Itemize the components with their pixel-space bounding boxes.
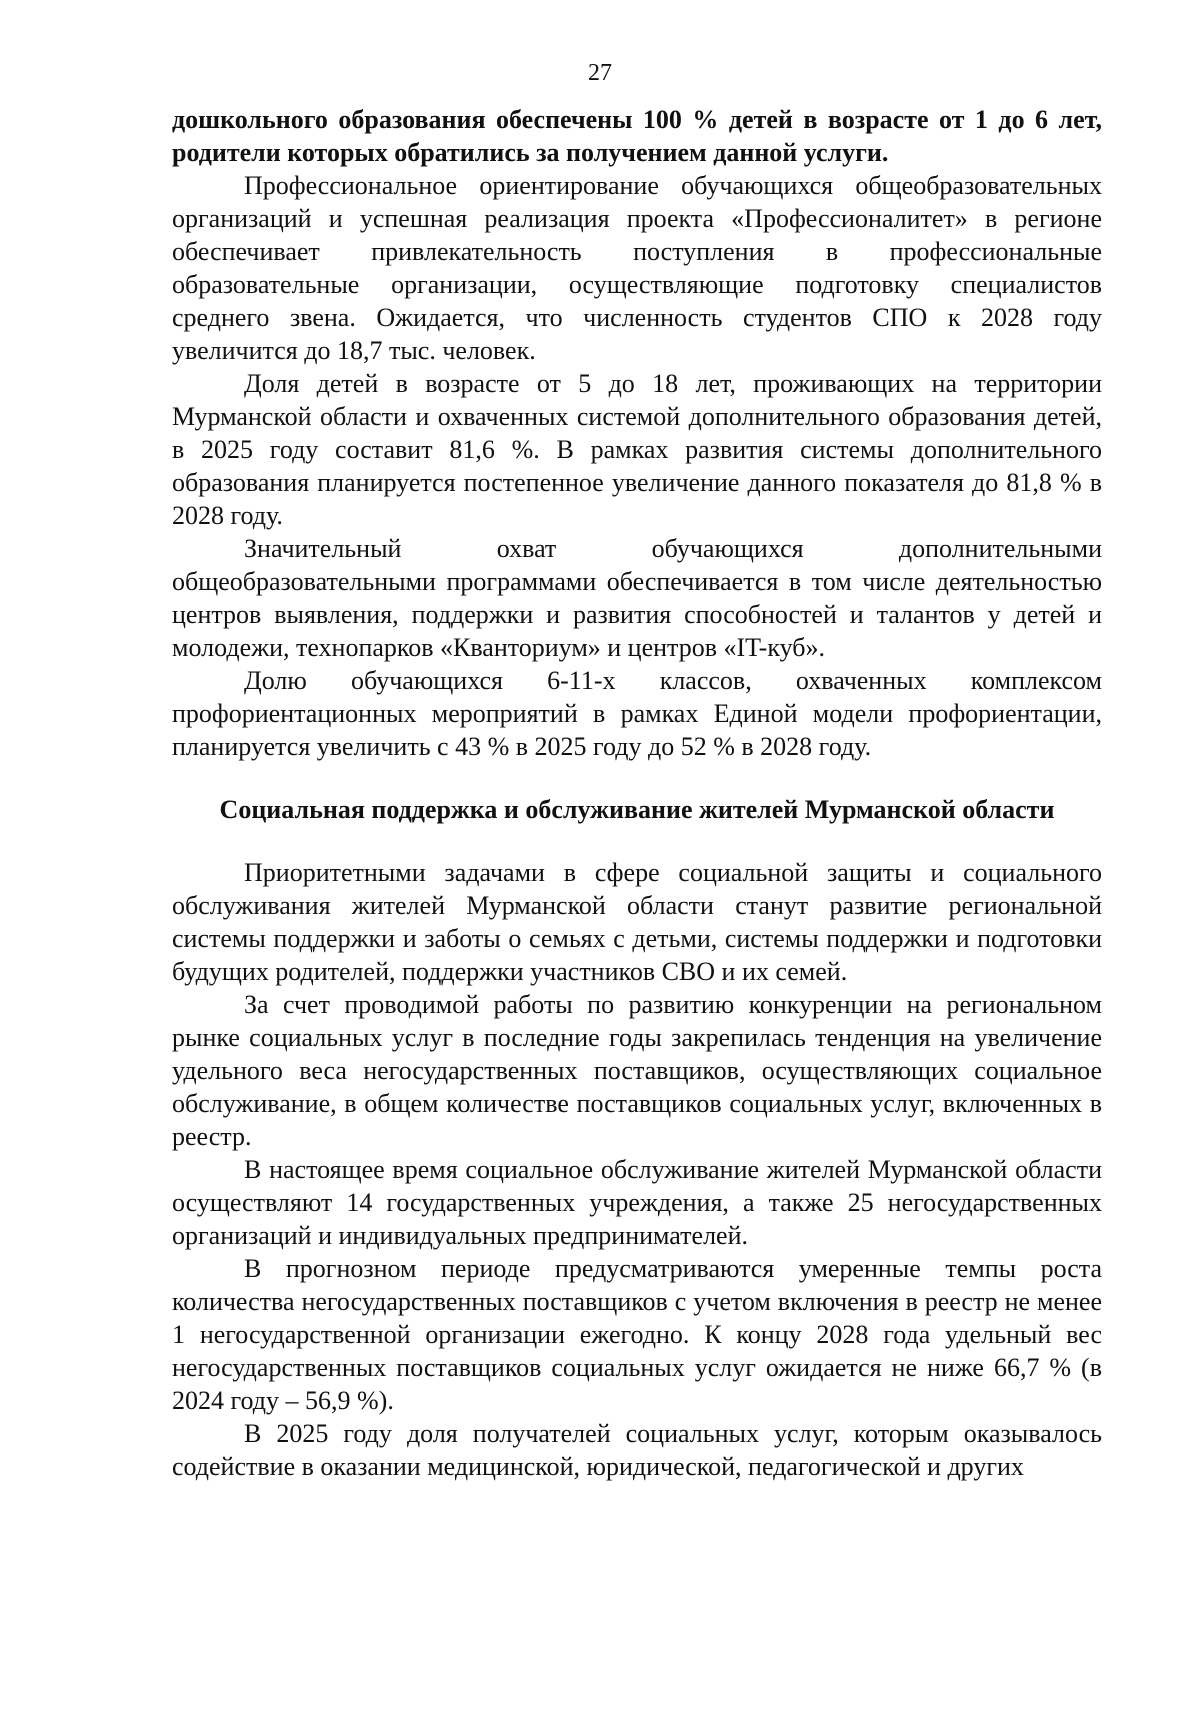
paragraph: Значительный охват обучающихся дополнительными общеобразовательными программами обеспечивается в том числе деятельностью центров выявления, поддержки и развития способностей и талантов у детей и молодежи, технопарков «Кванториум» и центров «IT-куб». — [172, 534, 1102, 662]
page-number: 27 — [588, 60, 612, 86]
paragraph: Доля детей в возрасте от 5 до 18 лет, проживающих на территории Мурманской области и охваченных системой дополнительного образования детей, в 2025 году составит 81,6 %. В рамках развития системы дополнительного образования планируется постепенное увеличение данного показателя до 81,8 % в 2028 году. — [172, 369, 1102, 530]
paragraph: За счет проводимой работы по развитию конкуренции на региональном рынке социальных услуг в последние годы закрепилась тенденция на увеличение удельного веса негосударственных поставщиков, осуществляющих социальное обслуживание, в общем количестве поставщиков социальных услуг, включенных в реестр. — [172, 990, 1102, 1151]
paragraph: Профессиональное ориентирование обучающихся общеобразовательных организаций и успешная реализация проекта «Профессионалитет» в регионе обеспечивает привлекательность поступления в профессиональные образовательные организации, осуществляющие подготовку специалистов среднего звена. Ожидается, что численность студентов СПО к 2028 году увеличится до 18,7 тыс. человек. — [172, 171, 1102, 365]
document-body — [172, 103, 1102, 1483]
paragraph: В 2025 году доля получателей социальных услуг, которым оказывалось содействие в оказании медицинской, юридической, педагогической и других — [172, 1419, 1102, 1481]
paragraph: В настоящее время социальное обслуживание жителей Мурманской области осуществляют 14 государственных учреждения, а также 25 негосударственных организаций и индивидуальных предпринимателей. — [172, 1155, 1102, 1250]
paragraph-continuation: дошкольного образования обеспечены 100 % детей в возрасте от 1 до 6 лет, родители которых обратились за получением данной услуги. — [172, 105, 1102, 167]
paragraph: В прогнозном периоде предусматриваются умеренные темпы роста количества негосударственных поставщиков с учетом включения в реестр не менее 1 негосударственной организации ежегодно. К концу 2028 года удельный вес негосударственных поставщиков социальных услуг ожидается не ниже 66,7 % (в 2024 году – 56,9 %). — [172, 1254, 1102, 1415]
section-heading: Социальная поддержка и обслуживание жителей Мурманской области — [219, 795, 1055, 824]
paragraph: Долю обучающихся 6-11-х классов, охваченных комплексом профориентационных мероприятий в рамках Единой модели профориентации, планируется увеличить с 43 % в 2025 году до 52 % в 2028 году. — [172, 666, 1102, 761]
paragraph: Приоритетными задачами в сфере социальной защиты и социального обслуживания жителей Мурманской области станут развитие региональной системы поддержки и заботы о семьях с детьми, системы поддержки и подготовки будущих родителей, поддержки участников СВО и их семей. — [172, 858, 1102, 986]
